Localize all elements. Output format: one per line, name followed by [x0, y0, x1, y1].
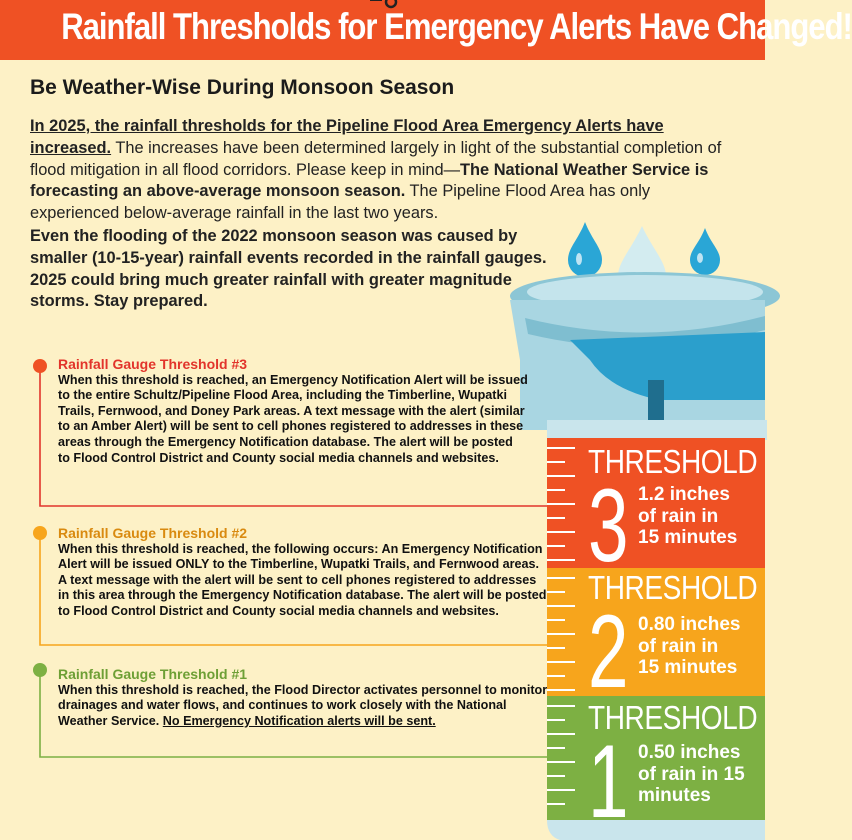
threshold-1-amount: 0.50 inches of rain in 15 minutes: [638, 742, 745, 806]
text-span: A text message with the alert will be sent to cell phones registered to addresses in this area through the Emergency Notification database. The alert will be posted to Flood Control District and County social media channels and websites.: [58, 572, 547, 618]
text-span: Emergency Notification Alert: [270, 372, 443, 387]
droplet-icon: [568, 222, 602, 277]
subtitle: Be Weather-Wise During Monsoon Season: [30, 76, 455, 99]
text-span: ONLY: [175, 557, 210, 572]
threshold-2-label: THRESHOLD: [588, 569, 758, 606]
threshold-1-text: [58, 683, 548, 730]
intro-bold-1: The National Weather Service is forecasting an above-average monsoon season.: [30, 160, 709, 201]
no-alert-note: No Emergency Notification alerts will be sent.: [162, 713, 436, 728]
threshold-1-label: THRESHOLD: [588, 699, 758, 736]
section-dot-1: [33, 663, 47, 677]
intro-closing: [30, 226, 555, 313]
intro-paragraph: [30, 116, 742, 224]
threshold-1-digit: 1: [588, 724, 629, 840]
text-span: will be issued: [86, 557, 176, 572]
intro-text-1: The increases have been determined largely in light of the substantial completion of flood mitigation in all flood corridors. Please keep in mind—: [30, 138, 722, 179]
threshold-3-text: [58, 373, 528, 467]
section-dot-3: [33, 359, 47, 373]
text-span: entire Schultz/Pipeline Flood Area, including the Timberline, Wupatki Trails, Fernwood, and Doney Park areas.: [58, 388, 507, 418]
threshold-3-label: THRESHOLD: [588, 443, 758, 480]
threshold-2-text: [58, 542, 548, 620]
droplet-icon: [690, 228, 720, 275]
threshold-3-section: [58, 357, 528, 466]
threshold-2-heading: Rainfall Gauge Threshold #2: [58, 525, 248, 541]
text-span: When this threshold is reached, the Flood Director activates personnel to monitor drainages and water flows, and continues to work closely with the National Weather Service.: [58, 682, 548, 728]
text-span: A text message with the alert (similar to an Amber Alert) will be sent to cell phones registered to addresses in these areas through the Emergency Notification database. The alert will be posted to Flood Control District and County social media channels and websites.: [58, 403, 525, 465]
section-dot-2: [33, 526, 47, 540]
text-span: When this threshold is reached, an: [58, 372, 271, 387]
text-span: Timberline, Wupatki Trails, and Fernwood areas.: [250, 557, 540, 572]
threshold-2-amount: 0.80 inches of rain in 15 minutes: [638, 614, 741, 678]
threshold-1-section: [58, 667, 548, 729]
intro-closing-text: Even the flooding of the 2022 monsoon season was caused by smaller (10-15-year) rainfall events recorded in the rainfall gauges. 2025 could bring much greater rainfall with greater magnitude storms. Stay prepared.: [30, 227, 547, 311]
threshold-2-section: [58, 526, 548, 620]
threshold-3-amount: 1.2 inches of rain in 15 minutes: [638, 484, 738, 548]
gauge-base: [547, 820, 765, 840]
text-span: will be issued to the: [58, 372, 528, 403]
intro-lead: In 2025, the rainfall thresholds for the Pipeline Flood Area Emergency Alerts have increased.: [30, 117, 664, 157]
threshold-1-heading: Rainfall Gauge Threshold #1: [58, 666, 248, 682]
threshold-3-digit: 3: [588, 468, 629, 584]
page-title: Rainfall Thresholds for Emergency Alerts Have Changed!: [61, 6, 852, 47]
text-span: An Emergency Notification Alert: [58, 541, 543, 572]
intro-text-2: The Pipeline Flood Area has only experienced below-average rainfall in the last two years.: [30, 182, 651, 223]
threshold-3-heading: Rainfall Gauge Threshold #3: [58, 356, 248, 372]
threshold-2-digit: 2: [588, 594, 629, 710]
text-span: to the: [209, 557, 251, 572]
text-span: When this threshold is reached, the following occurs:: [58, 541, 382, 556]
